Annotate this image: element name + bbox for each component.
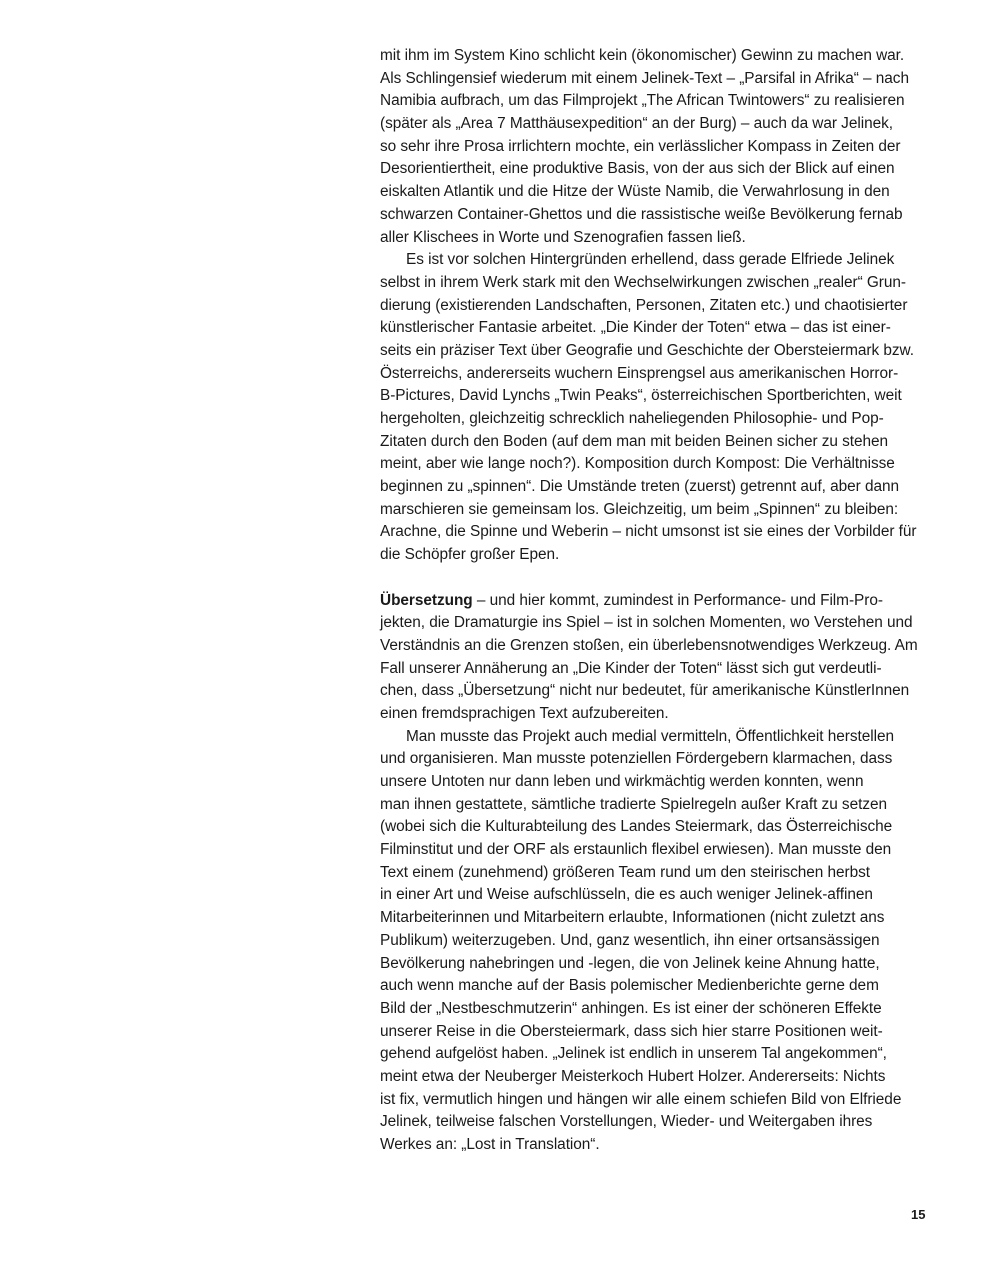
text-line: Text einem (zunehmend) größeren Team rund um den steirischen herbst: [380, 863, 870, 881]
text-line: [380, 590, 930, 613]
text-line: Namibia aufbrach, um das Filmprojekt „The African Twintowers“ zu realisieren: [380, 92, 905, 110]
text-line: Österreichs, andererseits wuchern Einsprengsel aus amerikanischen Horror-: [380, 364, 899, 382]
text-line: auch wenn manche auf der Basis polemischer Medienberichte gerne dem: [380, 977, 879, 995]
text-line: Werkes an: „Lost in Translation“.: [380, 1136, 600, 1153]
section-keyword: Übersetzung: [380, 591, 473, 609]
text-line: einen fremdsprachigen Text aufzubereiten.: [380, 704, 669, 722]
text-line: Mitarbeiterinnen und Mitarbeitern erlaubte, Informationen (nicht zuletzt ans: [380, 909, 885, 927]
paragraph: [380, 726, 930, 1157]
text-line: Fall unserer Annäherung an „Die Kinder der Toten“ lässt sich gut verdeutli-: [380, 659, 882, 677]
text-line: marschieren sie gemeinsam los. Gleichzeitig, um beim „Spinnen“ zu bleiben:: [380, 500, 899, 518]
text-line: künstlerischer Fantasie arbeitet. „Die Kinder der Toten“ etwa – das ist einer-: [380, 319, 891, 337]
text-line: in einer Art und Weise aufschlüsseln, die es auch weniger Jelinek-affinen: [380, 886, 873, 904]
text-line: dierung (existierenden Landschaften, Personen, Zitaten etc.) und chaotisierter: [380, 296, 908, 314]
text-fragment: – und hier kommt, zumindest in Performance- und Film-Pro-: [472, 591, 883, 609]
text-line: hergeholten, gleichzeitig schrecklich naheliegenden Philosophie- und Pop-: [380, 410, 884, 427]
text-line: (später als „Area 7 Matthäusexpedition“ an der Burg) – auch da war Jelinek,: [380, 115, 893, 133]
text-line: meint etwa der Neuberger Meisterkoch Hubert Holzer. Andererseits: Nichts: [380, 1067, 886, 1085]
text-line: so sehr ihre Prosa irrlichtern mochte, ein verlässlicher Kompass in Zeiten der: [380, 137, 901, 155]
paragraph: [380, 590, 930, 726]
text-line: selbst in ihrem Werk stark mit den Wechselwirkungen zwischen „realer“ Grun-: [380, 273, 906, 291]
text-line: Desorientiertheit, eine produktive Basis, von der aus sich der Blick auf einen: [380, 160, 895, 178]
text-line: Jelinek, teilweise falschen Vorstellungen, Wieder- und Weitergaben ihres: [380, 1113, 873, 1131]
text-line: aller Klischees in Worte und Szenografien fassen ließ.: [380, 228, 746, 246]
text-line: Verständnis an die Grenzen stoßen, ein überlebensnotwendiges Werkzeug. Am: [380, 636, 918, 654]
text-line: B-Pictures, David Lynchs „Twin Peaks“, österreichischen Sportberichten, weit: [380, 387, 902, 405]
text-line: Arachne, die Spinne und Weberin – nicht umsonst ist sie eines der Vorbilder für: [380, 523, 917, 541]
paragraph: [380, 249, 930, 567]
text-line: Filminstitut und der ORF als erstaunlich flexibel erwiesen). Man musste den: [380, 841, 892, 859]
text-line: Bevölkerung nahebringen und -legen, die von Jelinek keine Ahnung hatte,: [380, 954, 880, 972]
text-line: schwarzen Container-Ghettos und die rassistische weiße Bevölkerung fernab: [380, 205, 903, 223]
text-line: man ihnen gestattete, sämtliche tradierte Spielregeln außer Kraft zu setzen: [380, 795, 887, 813]
text-line: die Schöpfer großer Epen.: [380, 546, 560, 564]
text-line: seits ein präziser Text über Geografie und Geschichte der Obersteiermark bzw.: [380, 341, 914, 359]
text-line: mit ihm im System Kino schlicht kein (ökonomischer) Gewinn zu machen war.: [380, 47, 905, 64]
text-line: ist fix, vermutlich hingen und hängen wir alle einem schiefen Bild von Elfriede: [380, 1090, 902, 1108]
text-line: unserer Reise in die Obersteiermark, dass sich hier starre Positionen weit-: [380, 1022, 883, 1040]
text-line: Publikum) weiterzugeben. Und, ganz wesentlich, ihn einer ortsansässigen: [380, 931, 880, 949]
body-text: [380, 45, 930, 1157]
paragraph: [380, 45, 930, 249]
text-line: (wobei sich die Kulturabteilung des Landes Steiermark, das Österreichische: [380, 818, 893, 836]
text-line: Bild der „Nestbeschmutzerin“ anhingen. Es ist einer der schöneren Effekte: [380, 999, 882, 1017]
page-number: 15: [911, 1207, 926, 1222]
text-line: beginnen zu „spinnen“. Die Umstände treten (zuerst) getrennt auf, aber dann: [380, 478, 899, 496]
text-line: jekten, die Dramaturgie ins Spiel – ist in solchen Momenten, wo Verstehen und: [380, 614, 913, 632]
text-line: gehend aufgelöst haben. „Jelinek ist endlich in unserem Tal angekommen“,: [380, 1045, 887, 1063]
text-line: unsere Untoten nur dann leben und wirkmächtig werden konnten, wenn: [380, 773, 864, 790]
text-line: eiskalten Atlantik und die Hitze der Wüste Namib, die Verwahrlosung in den: [380, 183, 890, 201]
text-line: Es ist vor solchen Hintergründen erhellend, dass gerade Elfriede Jelinek: [406, 251, 895, 269]
text-line: und organisieren. Man musste potenziellen Fördergebern klarmachen, dass: [380, 750, 893, 768]
text-line: meint, aber wie lange noch?). Komposition durch Kompost: Die Verhältnisse: [380, 455, 895, 473]
text-line: chen, dass „Übersetzung“ nicht nur bedeutet, für amerikanische KünstlerInnen: [380, 682, 910, 700]
text-line: Als Schlingensief wiederum mit einem Jelinek-Text – „Parsifal in Afrika“ – nach: [380, 69, 909, 87]
text-line: Zitaten durch den Boden (auf dem man mit beiden Beinen sicher zu stehen: [380, 432, 889, 450]
text-line: Man musste das Projekt auch medial vermitteln, Öffentlichkeit herstellen: [406, 727, 894, 745]
paragraph-spacer: [380, 567, 930, 590]
